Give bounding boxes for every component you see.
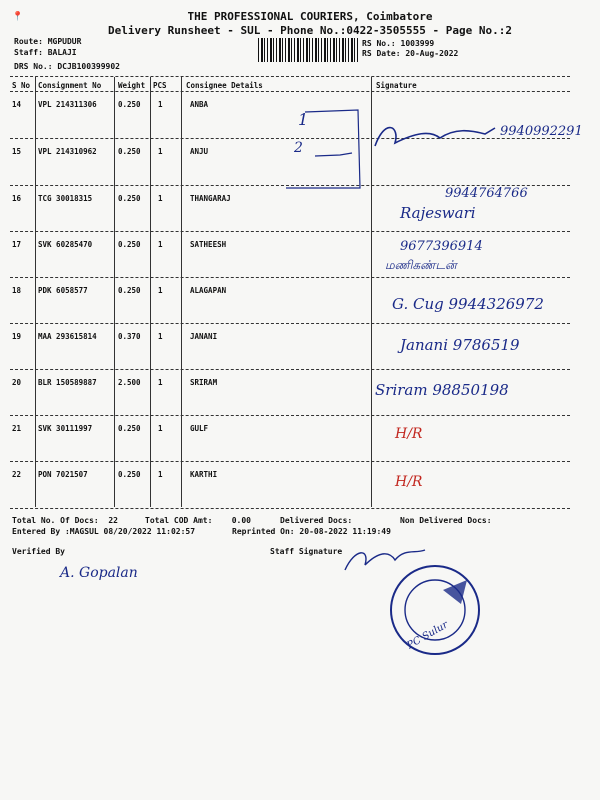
col-consignee: Consignee Details xyxy=(186,81,263,90)
table-row-sno: 17 xyxy=(12,240,22,249)
stamp-text: PC Sulur xyxy=(405,619,450,652)
company-title: THE PROFESSIONAL COURIERS, Coimbatore xyxy=(187,10,433,23)
entered-by: Entered By :MAGSUL 08/20/2022 11:02:57 xyxy=(12,527,196,536)
total-docs: Total No. Of Docs: 22 xyxy=(12,516,118,525)
handwritten-mark: 1 xyxy=(298,110,309,129)
barcode xyxy=(258,38,358,62)
handwritten-phone: 9944764766 xyxy=(445,186,528,201)
col-consignment: Consignment No xyxy=(38,81,102,90)
table-row-weight: 0.250 xyxy=(118,240,141,249)
table-row-sno: 16 xyxy=(12,194,22,203)
table-row-weight: 0.250 xyxy=(118,470,141,479)
vrule-4 xyxy=(181,77,182,507)
table-row-sno: 22 xyxy=(12,470,22,479)
total-cod: Total COD Amt: 0.00 xyxy=(145,516,251,525)
table-bottom-rule xyxy=(10,508,570,509)
handwritten-phone: 9940992291 xyxy=(500,124,583,139)
table-row-pcs: 1 xyxy=(158,424,163,433)
table-row-consignee: THANGARAJ xyxy=(190,194,231,203)
table-row-sno: 20 xyxy=(12,378,22,387)
table-row-consignment: TCG 30018315 xyxy=(38,194,93,203)
table-row-consignment: SVK 30111997 xyxy=(38,424,93,433)
row-rule xyxy=(10,277,570,278)
table-row-weight: 0.250 xyxy=(118,100,141,109)
row-rule xyxy=(10,323,570,324)
table-row-consignee: JANANI xyxy=(190,332,218,341)
staff-label: Staff: BALAJI xyxy=(14,48,77,57)
handwritten-note: H/R xyxy=(395,474,423,490)
handwritten-name: மணிகண்டன் xyxy=(385,258,457,272)
row-rule xyxy=(10,369,570,370)
signature-ink-14 xyxy=(280,108,600,193)
table-row-sno: 14 xyxy=(12,100,22,109)
col-weight: Weight xyxy=(118,81,146,90)
table-row-consignee: SATHEESH xyxy=(190,240,227,249)
row-rule xyxy=(10,231,570,232)
vrule-1 xyxy=(35,77,36,507)
handwritten-phone: Sriram 98850198 xyxy=(375,381,509,399)
row-rule xyxy=(10,415,570,416)
table-row-weight: 0.250 xyxy=(118,286,141,295)
col-signature: Signature xyxy=(376,81,417,90)
table-row-consignment: VPL 214311306 xyxy=(38,100,97,109)
handwritten-mark: 2 xyxy=(294,140,303,156)
verified-by-label: Verified By xyxy=(12,547,65,556)
table-row-pcs: 1 xyxy=(158,147,163,156)
table-row-sno: 18 xyxy=(12,286,22,295)
table-row-consignment: PON 7021507 xyxy=(38,470,88,479)
table-row-consignee: GULF xyxy=(190,424,209,433)
vrule-2 xyxy=(114,77,115,507)
table-row-consignment: SVK 60285470 xyxy=(38,240,93,249)
logo-mark: 📍 xyxy=(12,12,24,22)
verifier-signature: A. Gopalan xyxy=(60,565,138,581)
post-office-stamp xyxy=(385,560,485,660)
table-row-pcs: 1 xyxy=(158,194,163,203)
handwritten-note: H/R xyxy=(395,426,423,442)
table-header-rule xyxy=(10,91,570,92)
table-row-sno: 15 xyxy=(12,147,22,156)
non-delivered-docs: Non Delivered Docs: xyxy=(400,516,492,525)
table-row-weight: 0.370 xyxy=(118,332,141,341)
runsheet-title: Delivery Runsheet - SUL - Phone No.:0422-3505555 - Page No.:2 xyxy=(108,24,512,37)
delivered-docs: Delivered Docs: xyxy=(280,516,353,525)
reprinted-on: Reprinted On: 20-08-2022 11:19:49 xyxy=(232,527,391,536)
route-label: Route: MGPUDUR xyxy=(14,37,82,46)
col-sno: S No xyxy=(12,81,31,90)
handwritten-name: Rajeswari xyxy=(400,204,476,222)
table-row-consignment: MAA 293615814 xyxy=(38,332,97,341)
table-row-consignee: ANBA xyxy=(190,100,209,109)
vrule-3 xyxy=(150,77,151,507)
handwritten-phone: Janani 9786519 xyxy=(400,336,520,354)
table-top-rule xyxy=(10,76,570,77)
table-row-pcs: 1 xyxy=(158,100,163,109)
table-row-consignee: ANJU xyxy=(190,147,209,156)
handwritten-phone: G. Cug 9944326972 xyxy=(392,295,544,313)
table-row-weight: 2.500 xyxy=(118,378,141,387)
table-row-pcs: 1 xyxy=(158,470,163,479)
table-row-consignee: ALAGAPAN xyxy=(190,286,227,295)
table-row-sno: 21 xyxy=(12,424,22,433)
table-row-pcs: 1 xyxy=(158,286,163,295)
table-row-weight: 0.250 xyxy=(118,194,141,203)
table-row-consignment: BLR 150589887 xyxy=(38,378,97,387)
staff-signature-label: Staff Signature xyxy=(270,547,343,556)
table-row-consignee: SRIRAM xyxy=(190,378,218,387)
drs-number: DRS No.: DCJB100399902 xyxy=(14,62,120,71)
table-row-pcs: 1 xyxy=(158,332,163,341)
rs-date: RS Date: 20-Aug-2022 xyxy=(362,49,459,58)
table-row-consignment: VPL 214310962 xyxy=(38,147,97,156)
col-pcs: PCS xyxy=(153,81,167,90)
table-row-weight: 0.250 xyxy=(118,147,141,156)
table-row-consignee: KARTHI xyxy=(190,470,218,479)
table-row-pcs: 1 xyxy=(158,240,163,249)
row-rule xyxy=(10,461,570,462)
table-row-pcs: 1 xyxy=(158,378,163,387)
table-row-consignment: PDK 6058577 xyxy=(38,286,88,295)
handwritten-phone: 9677396914 xyxy=(400,239,483,254)
table-row-weight: 0.250 xyxy=(118,424,141,433)
rs-number: RS No.: 1003999 xyxy=(362,39,435,48)
table-row-sno: 19 xyxy=(12,332,22,341)
